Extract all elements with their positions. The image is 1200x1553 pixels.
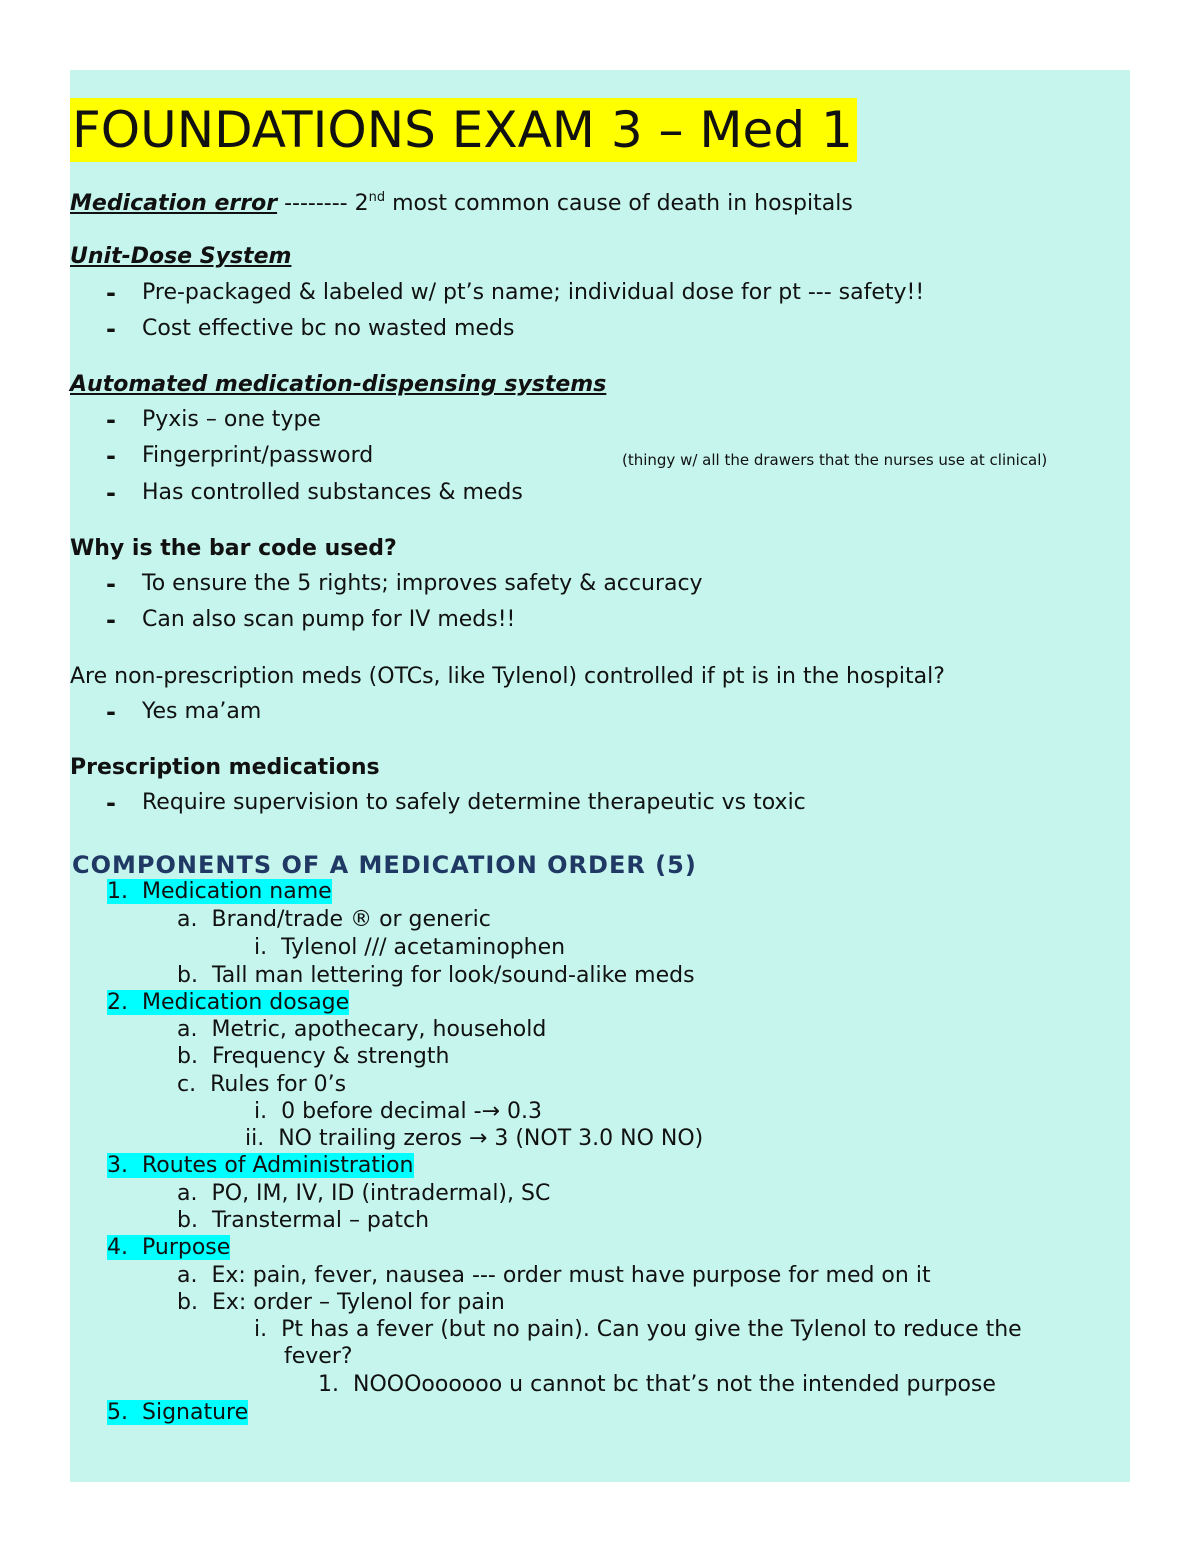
outline-marker: i.: [254, 1317, 268, 1342]
medication-error-dashes: --------: [277, 191, 355, 216]
medication-error-num: 2: [354, 191, 369, 216]
document-title: FOUNDATIONS EXAM 3 – Med 1: [70, 98, 857, 162]
outline-text: Transtermal – patch: [211, 1208, 430, 1233]
bullet-dash: -: [106, 442, 116, 470]
medication-error-label: Medication error: [70, 191, 278, 216]
outline-text: Ex: order – Tylenol for pain: [211, 1290, 505, 1315]
bullet-dash: -: [106, 406, 116, 434]
outline-item: [245, 1125, 703, 1153]
outline-marker: 3.: [107, 1153, 128, 1178]
outline-item: [177, 1180, 550, 1208]
outline-item: [107, 878, 332, 906]
list-item: Yes ma’am: [142, 699, 262, 724]
outline-marker: a.: [177, 907, 198, 932]
bullet-dash: -: [106, 279, 116, 307]
outline-item: [177, 1071, 346, 1099]
outline-marker: c.: [177, 1072, 197, 1097]
outline-item: [177, 962, 695, 990]
outline-text: Purpose: [142, 1235, 231, 1260]
automated-heading: Automated medication-dispensing systems: [70, 372, 607, 397]
otc-question: Are non-prescription meds (OTCs, like Tylenol) controlled if pt is in the hospital?: [70, 664, 945, 689]
outline-text: Frequency & strength: [211, 1044, 450, 1069]
outline-marker: 4.: [107, 1235, 128, 1260]
bullet-dash: -: [106, 479, 116, 507]
bullet-dash: -: [106, 789, 116, 817]
outline-marker: b.: [177, 1208, 198, 1233]
outline-marker: 2.: [107, 990, 128, 1015]
outline-marker: i.: [254, 1099, 268, 1124]
outline-item: [107, 1234, 230, 1262]
list-item: Has controlled substances & meds: [142, 480, 523, 505]
side-note: (thingy w/ all the drawers that the nurses use at clinical): [622, 451, 1048, 469]
outline-item: [177, 1262, 931, 1290]
outline-continuation: fever?: [284, 1344, 353, 1369]
outline-text: Rules for 0’s: [210, 1072, 347, 1097]
outline-text: Medication name: [142, 879, 332, 904]
outline-item: [177, 1043, 449, 1071]
outline-item: [107, 1399, 248, 1427]
outline-text: NO trailing zeros → 3 (NOT 3.0 NO NO): [278, 1126, 704, 1151]
outline-text: Metric, apothecary, household: [211, 1017, 547, 1042]
outline-text: NOOOoooooo u cannot bc that’s not the intended purpose: [353, 1372, 996, 1397]
outline-item: [318, 1371, 996, 1399]
outline-item: [177, 1207, 429, 1235]
outline-marker: b.: [177, 1044, 198, 1069]
outline-item: [107, 989, 349, 1017]
outline-item: [177, 1289, 505, 1317]
outline-item: [177, 906, 491, 934]
outline-marker: i.: [254, 935, 268, 960]
outline-item: [254, 1316, 1022, 1344]
outline-marker: a.: [177, 1181, 198, 1206]
outline-text: Tall man lettering for look/sound-alike meds: [211, 963, 695, 988]
outline-marker: 1.: [318, 1372, 339, 1397]
list-item: To ensure the 5 rights; improves safety & accuracy: [142, 571, 703, 596]
outline-text: Ex: pain, fever, nausea --- order must have purpose for med on it: [211, 1263, 931, 1288]
outline-text: 0 before decimal -→ 0.3: [281, 1099, 542, 1124]
components-heading: COMPONENTS OF A MEDICATION ORDER (5): [72, 851, 697, 879]
outline-marker: 5.: [107, 1400, 128, 1425]
outline-marker: b.: [177, 1290, 198, 1315]
outline-text: Signature: [142, 1400, 249, 1425]
outline-text: Routes of Administration: [142, 1153, 414, 1178]
outline-item: [177, 1016, 546, 1044]
barcode-heading: Why is the bar code used?: [70, 536, 397, 561]
medication-error-sup: nd: [368, 190, 386, 205]
bullet-dash: -: [106, 570, 116, 598]
bullet-dash: -: [106, 698, 116, 726]
outline-item: [254, 934, 565, 962]
prescription-heading: Prescription medications: [70, 755, 380, 780]
list-item: Pyxis – one type: [142, 407, 321, 432]
medication-error-text: most common cause of death in hospitals: [385, 191, 853, 216]
outline-text: Tylenol /// acetaminophen: [281, 935, 566, 960]
medication-error-line: [70, 190, 853, 218]
outline-text: PO, IM, IV, ID (intradermal), SC: [211, 1181, 551, 1206]
list-item: Cost effective bc no wasted meds: [142, 316, 515, 341]
outline-marker: b.: [177, 963, 198, 988]
outline-marker: a.: [177, 1263, 198, 1288]
outline-text: Brand/trade ® or generic: [211, 907, 491, 932]
outline-marker: ii.: [245, 1126, 265, 1151]
bullet-dash: -: [106, 606, 116, 634]
unit-dose-heading: Unit-Dose System: [70, 244, 292, 269]
outline-text: Pt has a fever (but no pain). Can you give the Tylenol to reduce the: [281, 1317, 1022, 1342]
list-item: Can also scan pump for IV meds!!: [142, 607, 516, 632]
outline-marker: a.: [177, 1017, 198, 1042]
outline-text: Medication dosage: [142, 990, 350, 1015]
list-item: Fingerprint/password: [142, 443, 374, 468]
list-item: Pre-packaged & labeled w/ pt’s name; individual dose for pt --- safety!!: [142, 280, 925, 305]
outline-marker: 1.: [107, 879, 128, 904]
outline-item: [254, 1098, 542, 1126]
outline-item: [107, 1152, 414, 1180]
bullet-dash: -: [106, 315, 116, 343]
list-item: Require supervision to safely determine therapeutic vs toxic: [142, 790, 806, 815]
